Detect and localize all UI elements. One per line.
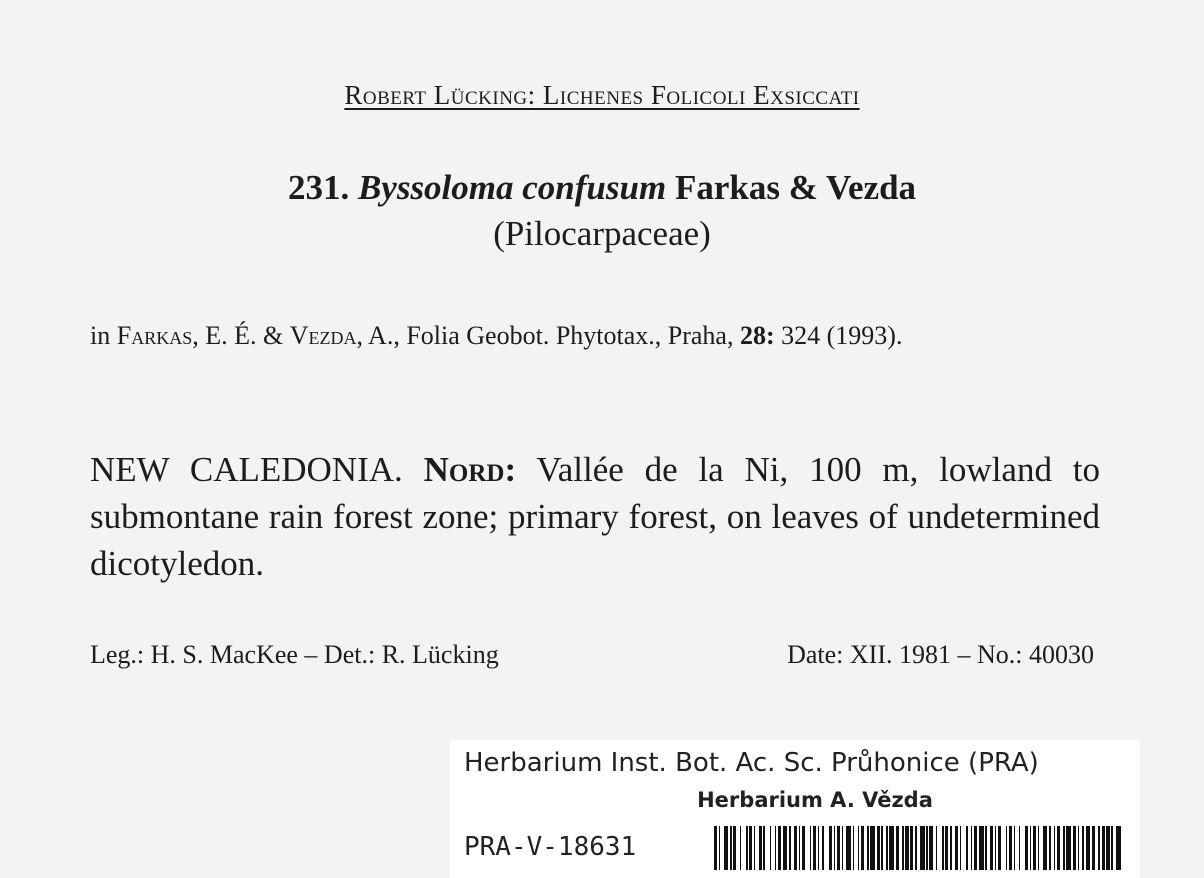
citation-author2: Vezda, A.,	[289, 321, 400, 350]
exsiccata-number: 231.	[287, 168, 350, 207]
citation-year: (1993).	[826, 321, 903, 350]
locality	[90, 446, 1100, 587]
citation-volume: 28:	[739, 321, 775, 350]
species-heading	[0, 168, 1204, 208]
species-binomial: Byssoloma confusum	[357, 168, 667, 207]
herbarium-institution: Herbarium Inst. Bot. Ac. Sc. Průhonice (PRA)	[464, 748, 1039, 778]
citation-journal: Folia Geobot. Phytotax., Praha,	[406, 321, 734, 350]
date-number-line: Date: XII. 1981 – No.: 40030	[787, 640, 1094, 669]
citation-amp: &	[262, 321, 284, 350]
citation-author1: Farkas, E. É.	[116, 321, 257, 350]
locality-text: Vallée de la Ni, 100 m, lowland to submontane rain forest zone; primary forest, on leaves of undetermined dicotyledon.	[90, 450, 1101, 583]
barcode-icon	[714, 826, 1124, 870]
species-authors: Farkas & Vezda	[674, 168, 917, 207]
herbarium-name: Herbarium A. Vězda	[697, 788, 933, 812]
series-title: Robert Lücking: Lichenes Folicoli Exsiccati	[344, 80, 860, 110]
citation	[90, 318, 1100, 353]
locality-region: Nord:	[423, 450, 517, 489]
locality-country: NEW CALEDONIA.	[90, 450, 403, 489]
specimen-id: PRA-V-18631	[464, 832, 637, 862]
family-name: (Pilocarpaceae)	[493, 214, 711, 253]
herbarium-label	[450, 740, 1140, 878]
citation-pages: 324	[781, 321, 821, 350]
citation-prefix: in	[90, 321, 111, 350]
collector-line: Leg.: H. S. MacKee – Det.: R. Lücking	[90, 640, 499, 669]
